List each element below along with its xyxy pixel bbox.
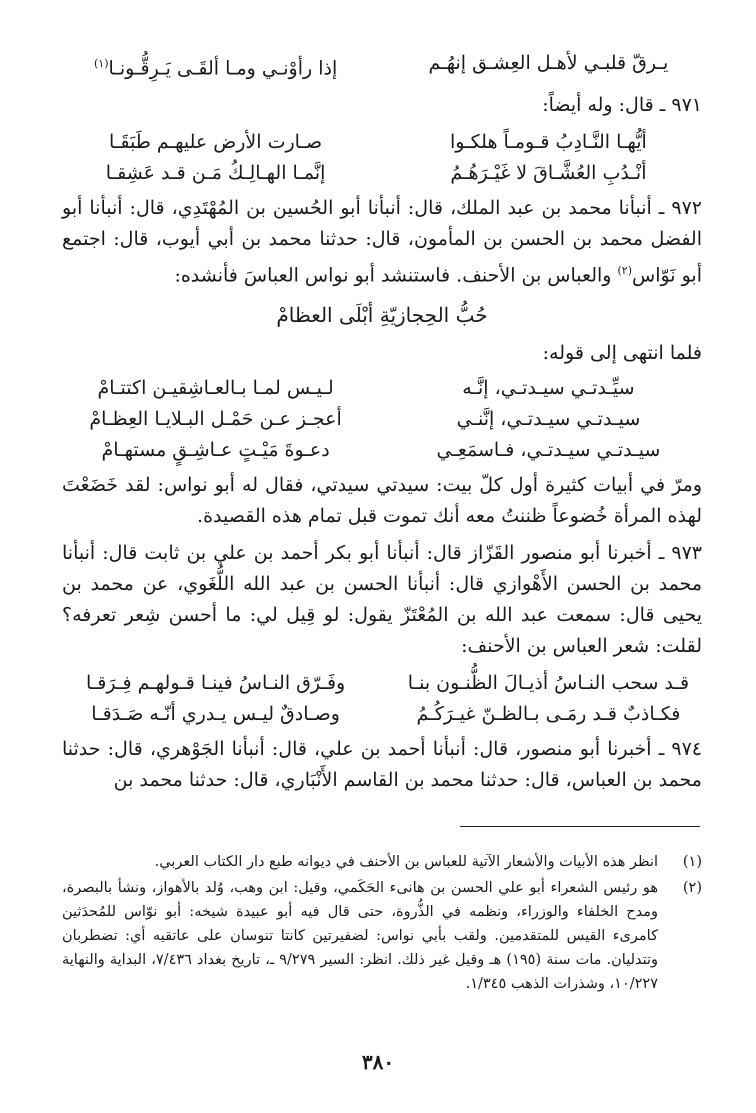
verse-line: [62, 435, 702, 466]
verse-first-hemistich: سيـدتـي سيـدتـي، إنَّنـي: [456, 407, 641, 430]
verse-first-hemistich: سيـدتـي سيـدتـي، فـاسمَعِـي: [436, 438, 661, 461]
verse-second-hemistich: دعـوةَ مَيْـتٍ عـاشِـقٍ مستهـامْ: [101, 438, 330, 461]
page-number: ٣٨٠: [361, 1050, 395, 1074]
footnotes: [62, 850, 702, 996]
verse-second-hemistich: وصـادقٌ ليـس يـدري أنّـه صَـدَقـا: [91, 702, 340, 725]
footnote-separator: [460, 826, 700, 827]
verse-first-hemistich: أنْـدُبِ العُشَّـاقَ لا غَيْـرَهُـمُ: [450, 162, 647, 185]
entry-972: ٩٧٢ ـ أنبأنا محمد بن عبد الملك، قال: أنبأنا أبو الحُسين بن المُهْتَدِي، قال: أنبأنا أبو الفضل محمد بن الحسن بن المأمون، قال: حدثنا محمد بن أبي أيوب، قال: اجتمع أبو نَوّاس$^{(٢)}$ والعباس بن الأحنف. فاستنشد أبو نواس العباسَ فأنشده:: [62, 197, 702, 287]
footnote-text: انظر هذه الأبيات والأشعار الآتية للعباس بن الأحنف في ديوانه طبع دار الكتاب العربي.: [154, 854, 658, 870]
verse-second-hemistich: لـيـس لمـا بـالعـاشِقيـن اكتتـامْ: [97, 376, 334, 399]
verse-second-hemistich: صـارت الأرض عليهـم طَبَقَـا: [109, 131, 323, 154]
verse-line: [62, 48, 702, 84]
footnote-ref[interactable]: (١): [93, 57, 109, 70]
footnote-text: هو رئيس الشعراء أبو علي الحسن بن هانىء الحَكَمي، وقيل: ابن وهب، وُلد بالأهواز، ونشأ بالبصرة، ومدح الخلفاء والوزراء، ونظمه في الذُّروة، حتى قال فيه أبو عبيدة شيخه: أبو نوّاس للمُحدَثين كامرىء القيس للمتقدمين. ولقب بأبي نواس: لضفيرتين كانتا تنوسان على عاتقيه أي: تضطربان وتتدليان. مات سنة (١٩٥) هـ وقيل غير ذلك. انظر: السير ٩/٢٧٩ ـ، تاريخ بغداد ٧/٤٣٦، البداية والنهاية ١٠/٢٢٧، وشذرات الذهب ١/٣٤٥.: [62, 880, 659, 992]
verse-first-hemistich: سيِّـدتـي سيـدتـي، إنَّـه: [462, 376, 635, 399]
footnote-number: (١): [682, 854, 702, 870]
entry-972-ending: ومرّ في أبيات كثيرة أول كلّ بيت: سيدتي سيدتي، فقال له أبو نواس: لقد خَضَعْتَ لهذه المرأة خُضوعاً ظننتُ معه أنك تموت قبل تمام هذه القصيدة.: [62, 473, 702, 527]
page-body: [62, 40, 702, 796]
verse-second-hemistich: أعجـز عـن حَمْـل البـلايـا العِظـامْ: [89, 407, 342, 430]
entry-971: ٩٧١ ـ قال: وله أيضاً:: [542, 94, 702, 117]
verse-line: [62, 373, 702, 404]
footnote-ref[interactable]: (٢): [617, 264, 632, 278]
poem-opening-line: حُبُّ الحِجازيّةِ أبْلَى العظامْ: [276, 302, 488, 327]
verse-second-hemistich: إذا رأوْنـي ومـا ألقَـى يَـرِقُّـونـا$^{(١)}$: [93, 57, 338, 80]
verse-first-hemistich: أيُّهـا النَّـادِبُ قـومـاً هلكـوا: [450, 131, 647, 154]
verse-first-hemistich: فكـاذبٌ قـد رمَـى بـالظـنّ غيـرَكُـمُ: [416, 702, 681, 725]
verse-second-hemistich: إنَّمـا الهـالِـكُ مَـن قـد عَشِقـا: [105, 162, 326, 185]
verse-first-hemistich: قـد سحب النـاسُ أذيـالَ الظُّنـون بنـا: [407, 671, 690, 694]
verse-line: [62, 699, 702, 730]
entry-974: ٩٧٤ ـ أخبرنا أبو منصور، قال: أنبأنا أحمد بن علي، قال: أنبأنا الجَوْهري، قال: حدثنا محمد بن العباس، قال: حدثنا محمد بن القاسم الأَنْبَاري، قال: حدثنا محمد بن: [62, 737, 702, 791]
verse-line: [62, 668, 702, 699]
entry-972-intro: فلما انتهى إلى قوله:: [542, 341, 702, 364]
verse-line: [62, 404, 702, 435]
entry-973: ٩٧٣ ـ أخبرنا أبو منصور القَزّاز قال: أنبأنا أبو بكر أحمد بن علي بن ثابت قال: أنبأنا محمد بن الحسن الأَهْوازي قال: أنبأنا الحسن بن عبد الله اللُّغَوي، عن محمد بن يحيى قال: سمعت عبد الله بن المُعْتَزّ يقول: لو قِيل لي: ما أحسن شِعر تعرفه؟ لقلت: شعر العباس بن الأحنف:: [62, 541, 702, 657]
verse-first-hemistich: يـرقّ قلبـي لأهـل العِشـق إنهُـم: [428, 52, 669, 74]
verse-line: [62, 158, 702, 189]
verse-line: [62, 127, 702, 158]
footnote-number: (٢): [682, 880, 702, 896]
verse-second-hemistich: وفَـرّق النـاسُ فينـا قـولهـم فِـرَقـا: [85, 671, 346, 694]
footnote: [62, 876, 702, 996]
footnote: [62, 850, 702, 874]
